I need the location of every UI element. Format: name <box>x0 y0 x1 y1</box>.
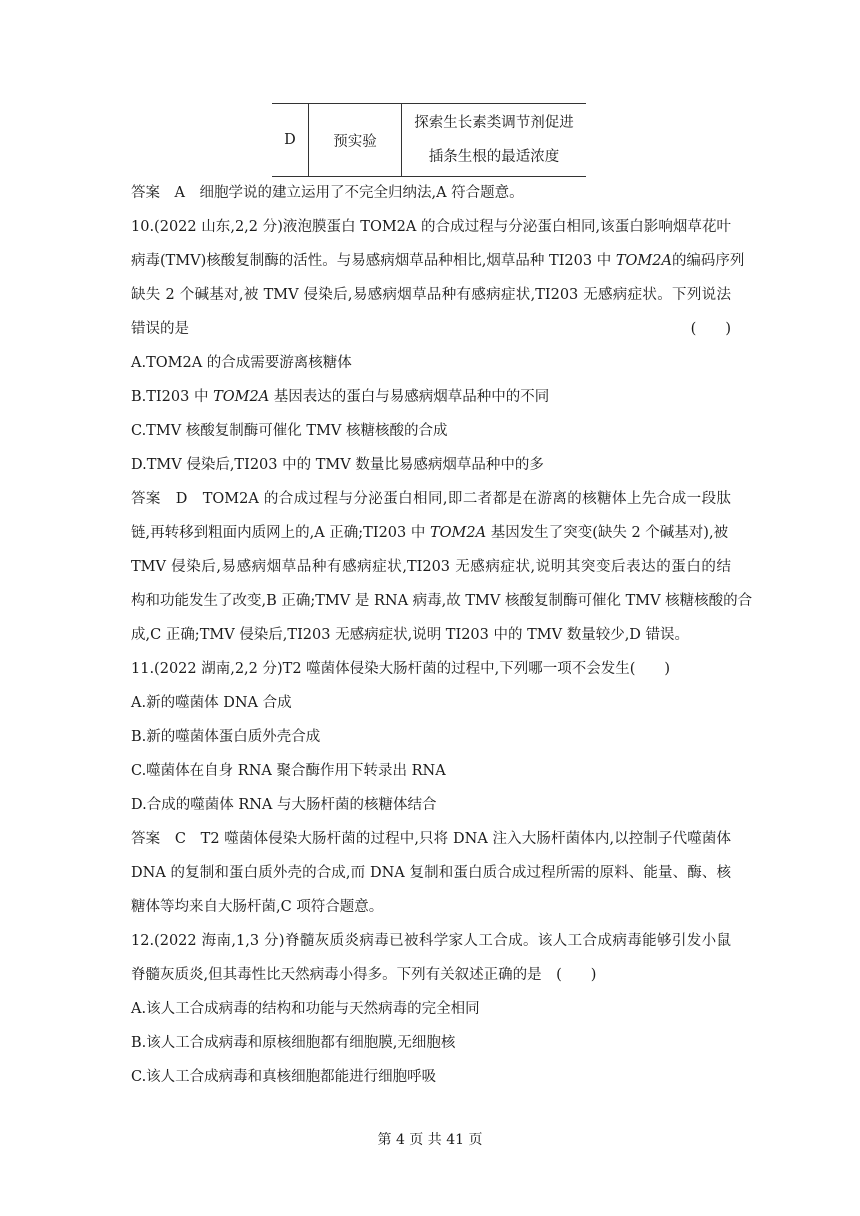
q10-stem-line-2: 病毒(TMV)核酸复制酶的活性。与易感病烟草品种相比,烟草品种 TI203 中 TOM2A的编码序列 <box>131 253 745 269</box>
q11-answer-line-1: 答案 C T2 噬菌体侵染大肠杆菌的过程中,只将 DNA 注入大肠杆菌体内,以控制子代噬菌体 <box>131 831 731 847</box>
q11-stem: 11.(2022 湖南,2,2 分)T2 噬菌体侵染大肠杆菌的过程中,下列哪一项不会发生( ) <box>131 661 671 677</box>
q10-option-a: A.TOM2A 的合成需要游离核糖体 <box>131 355 352 371</box>
q9-answer: 答案 A 细胞学说的建立运用了不完全归纳法,A 符合题意。 <box>131 185 524 201</box>
q12-stem-line-1: 12.(2022 海南,1,3 分)脊髓灰质炎病毒已被科学家人工合成。该人工合成病毒能够引发小鼠 <box>131 933 731 949</box>
q10-stem-line-1: 10.(2022 山东,2,2 分)液泡膜蛋白 TOM2A 的合成过程与分泌蛋白相同,该蛋白影响烟草花叶 <box>131 219 731 235</box>
q11-option-c: C.噬菌体在自身 RNA 聚合酶作用下转录出 RNA <box>131 763 446 779</box>
q11-answer-line-3: 糖体等均来自大肠杆菌,C 项符合题意。 <box>131 899 384 915</box>
table-cell-method: 预实验 <box>309 104 402 177</box>
q10-answer-line-2: 链,再转移到粗面内质网上的,A 正确;TI203 中 TOM2A 基因发生了突变(缺失 2 个碱基对),被 <box>131 525 729 541</box>
table-cell-content: 探索生长素类调节剂促进 插条生根的最适浓度 <box>402 104 587 177</box>
q10-answer-line-3: TMV 侵染后,易感病烟草品种有感病症状,TI203 无感病症状,说明其突变后表达的蛋白的结 <box>131 559 731 575</box>
gene-name: TOM2A <box>213 389 270 405</box>
q11-option-d: D.合成的噬菌体 RNA 与大肠杆菌的核糖体结合 <box>131 797 437 813</box>
q10-answer-line-1: 答案 D TOM2A 的合成过程与分泌蛋白相同,即二者都是在游离的核糖体上先合成一段肽 <box>131 491 731 507</box>
page-footer: 第 4 页 共 41 页 <box>377 1132 483 1148</box>
q10-stem-line-4: 错误的是 ( ) <box>131 321 731 337</box>
table-row <box>272 104 586 177</box>
gene-name: TOM2A <box>615 253 672 269</box>
table-cell-option: D <box>272 104 309 177</box>
q12-option-c: C.该人工合成病毒和真核细胞都能进行细胞呼吸 <box>131 1069 437 1085</box>
q11-answer-line-2: DNA 的复制和蛋白质外壳的合成,而 DNA 复制和蛋白质合成过程所需的原料、能量、酶、核 <box>131 865 731 881</box>
q12-stem-line-2: 脊髓灰质炎,但其毒性比天然病毒小得多。下列有关叙述正确的是 ( ) <box>131 967 597 983</box>
q12-option-b: B.该人工合成病毒和原核细胞都有细胞膜,无细胞核 <box>131 1035 456 1051</box>
q10-option-b: B.TI203 中 TOM2A 基因表达的蛋白与易感病烟草品种中的不同 <box>131 389 550 405</box>
q10-answer-line-5: 成,C 正确;TMV 侵染后,TI203 无感病症状,说明 TI203 中的 TMV 数量较少,D 错误。 <box>131 627 690 643</box>
q10-option-d: D.TMV 侵染后,TI203 中的 TMV 数量比易感病烟草品种中的多 <box>131 457 544 473</box>
answer-bracket: ( ) <box>690 321 731 337</box>
gene-name: TOM2A <box>429 525 487 541</box>
q10-answer-line-4: 构和功能发生了改变,B 正确;TMV 是 RNA 病毒,故 TMV 核酸复制酶可催化 TMV 核糖核酸的合 <box>131 593 753 609</box>
q12-option-a: A.该人工合成病毒的结构和功能与天然病毒的完全相同 <box>131 1001 480 1017</box>
q11-option-a: A.新的噬菌体 DNA 合成 <box>131 695 292 711</box>
q10-option-c: C.TMV 核酸复制酶可催化 TMV 核糖核酸的合成 <box>131 423 448 439</box>
q11-option-b: B.新的噬菌体蛋白质外壳合成 <box>131 729 321 745</box>
q10-stem-line-3: 缺失 2 个碱基对,被 TMV 侵染后,易感病烟草品种有感病症状,TI203 无感病症状。下列说法 <box>131 287 731 303</box>
experiment-table-fragment <box>272 103 586 177</box>
